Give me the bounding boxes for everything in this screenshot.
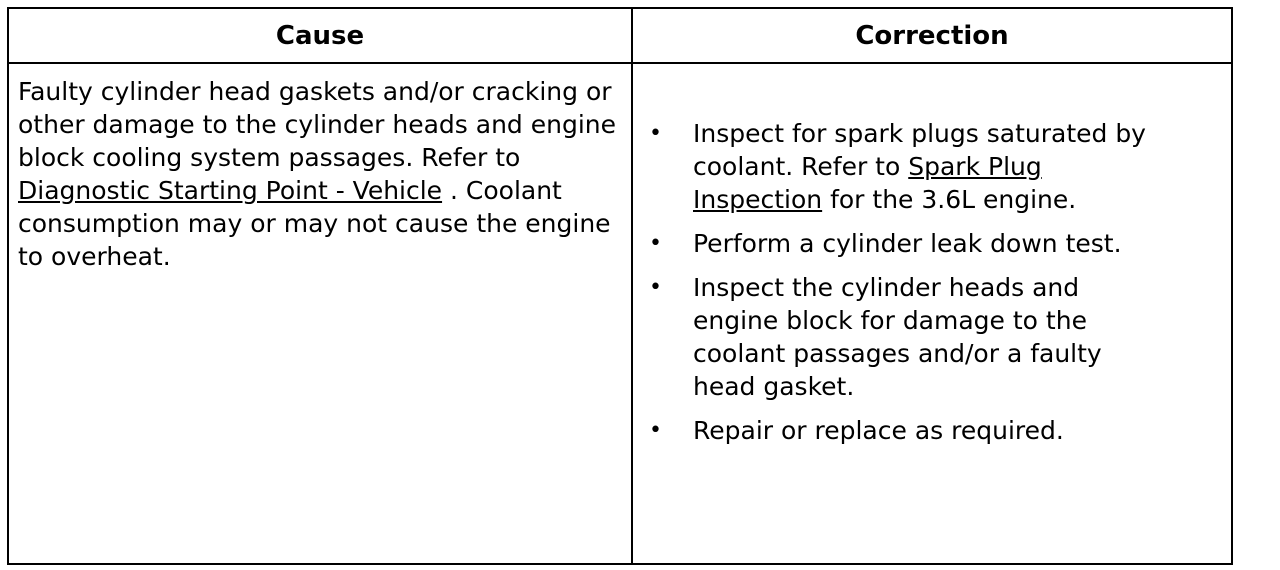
bullet-icon: • (649, 121, 662, 146)
diagnosis-table (7, 7, 1233, 565)
correction-item (649, 271, 1149, 403)
correction-item-text: Inspect the cylinder heads and engine block for damage to the coolant passages and/or a faulty head gasket. (693, 273, 1102, 401)
header-divider (9, 62, 1231, 64)
bullet-icon: • (649, 418, 662, 443)
correction-item-text: Perform a cylinder leak down test. (693, 229, 1122, 258)
bullet-icon: • (649, 231, 662, 256)
correction-item (649, 117, 1149, 216)
correction-cell (649, 117, 1149, 458)
bullet-icon: • (649, 275, 662, 300)
correction-item-text: Repair or replace as required. (693, 416, 1064, 445)
column-header-correction: Correction (855, 20, 1009, 51)
spark-plug-inspection-link[interactable]: Spark Plug Inspection (693, 152, 1042, 214)
cause-cell (18, 75, 630, 273)
diagnostic-starting-point-link[interactable]: Diagnostic Starting Point - Vehicle (18, 176, 443, 205)
correction-item-text-before: Inspect for spark plugs saturated by coolant. Refer to (693, 119, 1146, 181)
correction-item (649, 414, 1149, 447)
cause-text-before: Faulty cylinder head gaskets and/or cracking or other damage to the cylinder heads and engine block cooling system passages. Refer to (18, 77, 617, 172)
correction-item (649, 227, 1149, 260)
column-divider (631, 9, 633, 563)
cause-text-after: . Coolant consumption may or may not cause the engine to overheat. (18, 176, 611, 271)
correction-list (649, 117, 1149, 447)
column-header-cause: Cause (275, 20, 365, 51)
correction-item-text-after: for the 3.6L engine. (822, 185, 1077, 214)
